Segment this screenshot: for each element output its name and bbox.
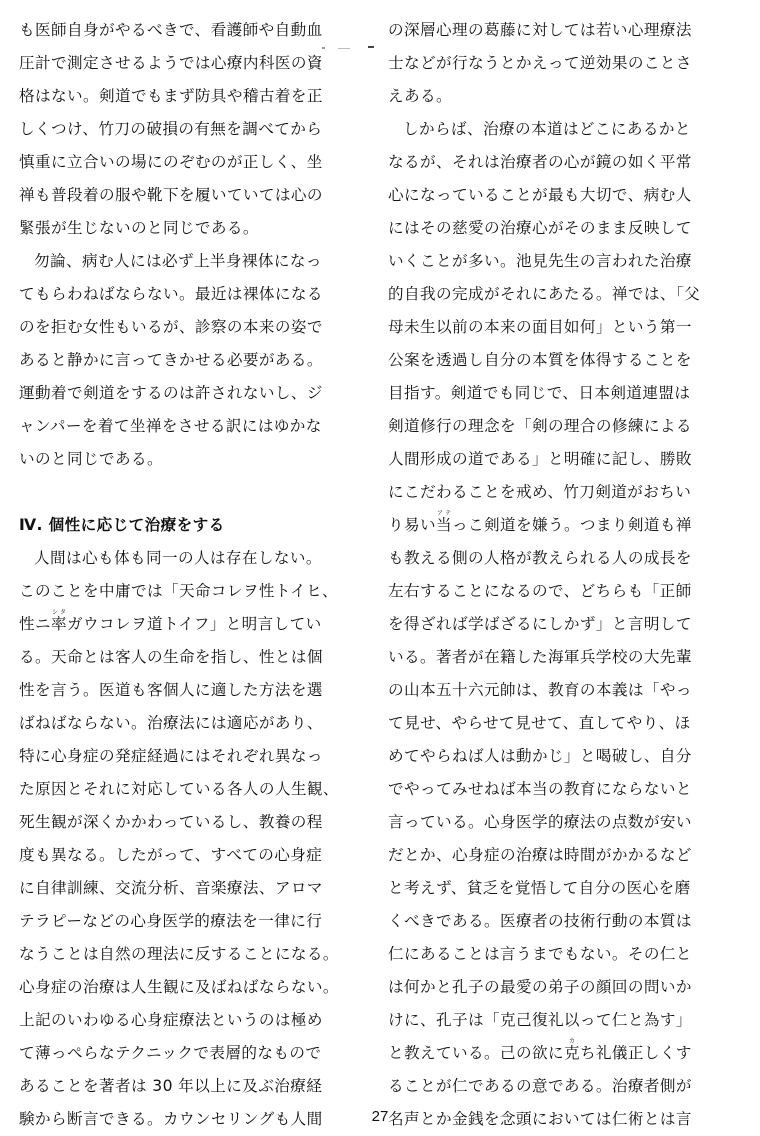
ruby-base: 当 — [435, 516, 452, 534]
text-line: けに、孔子は「克己復礼以って仁と為す」 — [388, 1011, 692, 1029]
text-span: と教えている。己の欲に — [388, 1044, 564, 1062]
text-line: めてやらねば人は動かじ」と喝破し、自分 — [388, 747, 692, 765]
text-line: 士などが行なうとかえって逆効果のことさ — [388, 54, 692, 72]
text-line-with-ruby — [19, 608, 351, 641]
ruby-base: 克 — [563, 1044, 580, 1062]
spacer — [19, 476, 351, 509]
text-line: 言っている。心身医学的療法の点数が安い — [388, 813, 692, 831]
ruby-base: 率 — [51, 615, 67, 633]
text-line: 的自我の完成がそれにあたる。禅では、「父 — [388, 285, 701, 303]
text-line: いのと同じである。 — [19, 450, 163, 468]
text-line: 母未生以前の本来の面目如何」という第一 — [388, 318, 692, 336]
text-line: 左右することになるので、どちらも「正師 — [388, 582, 692, 600]
text-line: 心身症の治療は人生観に及ばねばならない。 — [19, 978, 339, 996]
left-column — [19, 14, 351, 1136]
text-line: くべきである。医療者の技術行動の本質は — [388, 912, 692, 930]
text-line: テラピーなどの心身医学的療法を一律に行 — [19, 912, 323, 930]
text-line: ることが仁であるの意である。治療者側が — [388, 1077, 692, 1095]
text-span: っこ剣道を嫌う。つまり剣道も禅 — [451, 516, 692, 534]
text-span: 性ニ — [19, 615, 51, 633]
text-line: も教える側の人格が教えられる人の成長を — [388, 549, 692, 567]
scan-speck — [368, 46, 374, 48]
text-line: なるが、それは治療者の心が鏡の如く平常 — [388, 153, 692, 171]
ruby-annotation — [563, 1038, 580, 1062]
text-line: 剣道修行の理念を「剣の理合の修練による — [388, 417, 692, 435]
text-line: いくことが多い。池見先生の言われた治療 — [388, 252, 692, 270]
text-line-with-ruby — [388, 1037, 720, 1070]
text-line: 目指す。剣道でも同じで、日本剣道連盟は — [388, 384, 691, 402]
text-line: 特に心身症の発症経過にはそれぞれ異なっ — [19, 747, 323, 765]
ruby-annotation — [435, 510, 452, 534]
text-line: 仁にあることは言うまでもない。その仁と — [388, 945, 692, 963]
text-line: 心になっていることが最も大切で、病む人 — [388, 186, 692, 204]
text-line: てもらわねばならない。最近は裸体になる — [19, 285, 323, 303]
text-line: 人間形成の道である」と明確に記し、勝敗 — [388, 450, 692, 468]
text-line: 圧計で測定させるようでは心療内科医の資 — [19, 54, 323, 72]
ruby-annotation — [51, 609, 67, 633]
text-line: は何かと孔子の最愛の弟子の顔回の問いか — [388, 978, 692, 996]
text-line: 性を言う。医道も客個人に適した方法を選 — [19, 681, 323, 699]
text-line: の山本五十六元帥は、教育の本義は「やっ — [388, 681, 692, 699]
text-line: を得ざれば学ばざるにしかず」と言明して — [388, 615, 692, 633]
text-line: も医師自身がやるべきで、看護師や自動血 — [19, 21, 323, 39]
text-line: ャンパーを着て坐禅をさせる訳にはゆかな — [19, 417, 322, 435]
page-number: 27 — [371, 1108, 389, 1125]
text-line: る。天命とは客人の生命を指し、性とは個 — [19, 648, 323, 666]
ruby-text: カ — [563, 1038, 580, 1045]
text-line: 死生観が深くかかわっているし、教養の程 — [19, 813, 323, 831]
text-span: ガウコレヲ道トイフ」と明言してい — [67, 615, 322, 633]
text-line: のを拒む女性もいるが、診察の本来の姿で — [19, 318, 323, 336]
text-line: 上記のいわゆる心身症療法というのは極め — [19, 1011, 323, 1029]
text-line: あることを著者は 30 年以上に及ぶ治療経 — [19, 1077, 323, 1095]
text-line: 運動着で剣道をするのは許されないし、ジ — [19, 384, 323, 402]
section-heading: Ⅳ. 個性に応じて治療をする — [19, 516, 225, 534]
text-line: 禅も普段着の服や靴下を履いていては心の — [19, 186, 323, 204]
text-line: 緊張が生じないのと同じである。 — [19, 219, 259, 237]
text-line: て薄っぺらなテクニックで表層的なもので — [19, 1044, 322, 1062]
text-line: 度も異なる。したがって、すべての心身症 — [19, 846, 323, 864]
text-line: しからば、治療の本道はどこにあるかと — [403, 120, 691, 138]
text-line: 慎重に立合いの場にのぞむのが正しく、坐 — [19, 153, 323, 171]
text-line: 験から断言できる。カウンセリングも人間 — [19, 1110, 323, 1128]
text-line: にこだわることを戒め、竹刀剣道がおちい — [388, 483, 692, 501]
text-line: ばねばならない。治療法には適応があり、 — [19, 714, 323, 732]
text-line: て見せ、やらせて見せて、直してやり、ほ — [388, 714, 691, 732]
text-line: えある。 — [388, 87, 452, 105]
text-line: と考えず、貧乏を覚悟して自分の医心を磨 — [388, 879, 691, 897]
text-line: た原因とそれに対応している各人の人生観、 — [19, 780, 339, 798]
text-line: あると静かに言ってきかせる必要がある。 — [19, 351, 323, 369]
ruby-text: シタ — [51, 609, 67, 616]
text-line: いる。著者が在籍した海軍兵学校の大先輩 — [388, 648, 692, 666]
text-line: でやってみせねば本当の教育にならないと — [388, 780, 692, 798]
text-line: このことを中庸では「天命コレヲ性トイヒ、 — [19, 582, 338, 600]
right-column — [388, 14, 720, 1136]
text-span: ち礼儀正しくす — [579, 1044, 692, 1062]
text-line: の深層心理の葛藤に対しては若い心理療法 — [388, 21, 692, 39]
text-line: にはその慈愛の治療心がそのまま反映して — [388, 219, 692, 237]
text-line: 名声とか金銭を念頭においては仁術とは言 — [388, 1110, 692, 1128]
text-line: なうことは自然の理法に反することになる。 — [19, 945, 339, 963]
text-span: り易い — [388, 516, 436, 534]
text-line: に自律訓練、交流分析、音楽療法、アロマ — [19, 879, 323, 897]
text-line: だとか、心身症の治療は時間がかかるなど — [388, 846, 692, 864]
ruby-text: アテ — [435, 510, 452, 517]
text-line: 勿論、病む人には必ず上半身裸体になっ — [34, 252, 322, 270]
text-line: 公案を透過し自分の本質を体得することを — [388, 351, 692, 369]
text-line: 格はない。剣道でもまず防具や稽古着を正 — [19, 87, 323, 105]
text-line: しくつけ、竹刀の破損の有無を調べてから — [19, 120, 323, 138]
text-line: 人間は心も体も同一の人は存在しない。 — [34, 549, 322, 567]
text-line-with-ruby — [388, 509, 720, 542]
